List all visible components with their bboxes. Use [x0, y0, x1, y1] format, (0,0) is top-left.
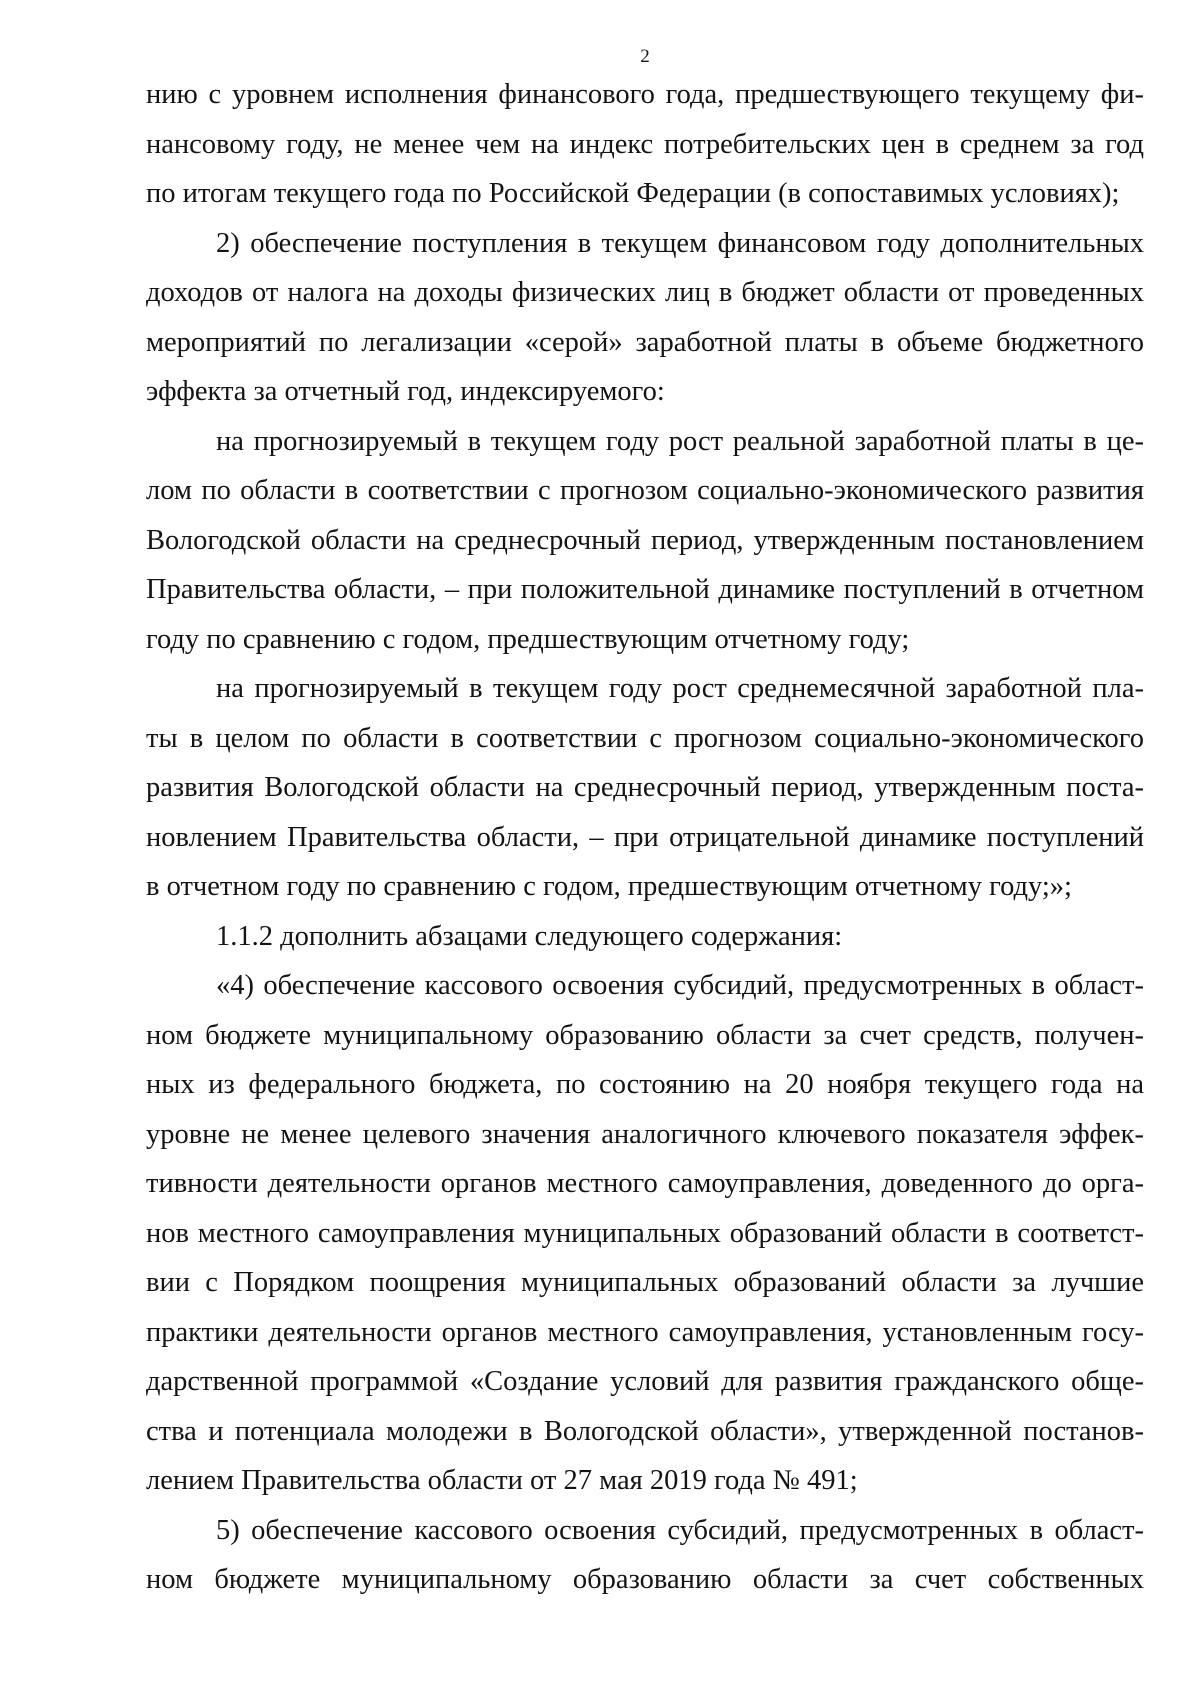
text-line: на прогнозируемый в текущем году рост среднемесячной заработной пла-	[216, 673, 1144, 704]
text-line: Правительства области, – при положительной динамике поступлений в отчетном	[146, 574, 1144, 605]
text-line: уровне не менее целевого значения аналогичного ключевого показателя эффек-	[146, 1118, 1144, 1150]
text-line: тивности деятельности органов местного самоуправления, доведенного до орга-	[146, 1168, 1144, 1199]
text-line: ных из федерального бюджета, по состоянию на 20 ноября текущего года на	[146, 1069, 1144, 1100]
text-line: ты в целом по области в соответствии с прогнозом социально-экономического	[146, 722, 1144, 754]
text-line: по итогам текущего года по Российской Федерации (в сопоставимых условиях);	[146, 178, 1120, 209]
text-line: 1.1.2 дополнить абзацами следующего содержания:	[216, 920, 843, 952]
text-line: мероприятий по легализации «серой» заработной платы в объеме бюджетного	[146, 326, 1144, 358]
text-line: вии с Порядком поощрения муниципальных образований области за лучшие	[146, 1267, 1144, 1298]
text-line: Вологодской области на среднесрочный период, утвержденным постановлением	[146, 524, 1144, 556]
text-line: нов местного самоуправления муниципальных образований области в соответст-	[146, 1217, 1144, 1249]
text-line: на прогнозируемый в текущем году рост реальной заработной платы в це-	[216, 425, 1144, 457]
text-line: 5) обеспечение кассового освоения субсидий, предусмотренных в област-	[216, 1514, 1144, 1546]
text-line: доходов от налога на доходы физических лиц в бюджет области от проведенных	[146, 277, 1144, 308]
page-number: 2	[640, 46, 650, 67]
text-line: развития Вологодской области на среднесрочный период, утвержденным поста-	[146, 772, 1144, 803]
text-line: ном бюджете муниципальному образованию области за счет средств, получен-	[146, 1019, 1144, 1051]
text-line: эффекта за отчетный год, индексируемого:	[146, 376, 665, 407]
text-line: ном бюджете муниципальному образованию области за счет собственных	[146, 1564, 1144, 1595]
text-line: «4) обеспечение кассового освоения субсидий, предусмотренных в област-	[216, 970, 1144, 1001]
text-line: 2) обеспечение поступления в текущем финансовом году дополнительных	[216, 227, 1144, 259]
text-line: лением Правительства области от 27 мая 2019 года № 491;	[146, 1465, 858, 1496]
text-line: лом по области в соответствии с прогнозом социально-экономического развития	[146, 475, 1144, 506]
text-line: практики деятельности органов местного самоуправления, установленным госу-	[146, 1316, 1144, 1348]
text-line: ства и потенциала молодежи в Вологодской области», утвержденной постанов-	[146, 1415, 1144, 1447]
text-line: нию с уровнем исполнения финансового года, предшествующего текущему фи-	[146, 79, 1144, 110]
text-line: году по сравнению с годом, предшествующим отчетному году;	[146, 623, 910, 655]
text-line: в отчетном году по сравнению с годом, предшествующим отчетному году;»;	[146, 871, 1072, 902]
text-line: дарственной программой «Создание условий для развития гражданского обще-	[146, 1366, 1144, 1397]
document-body	[146, 70, 1144, 1605]
text-line: новлением Правительства области, – при отрицательной динамике поступлений	[146, 821, 1144, 853]
text-line: нансовому году, не менее чем на индекс потребительских цен в среднем за год	[146, 128, 1144, 160]
